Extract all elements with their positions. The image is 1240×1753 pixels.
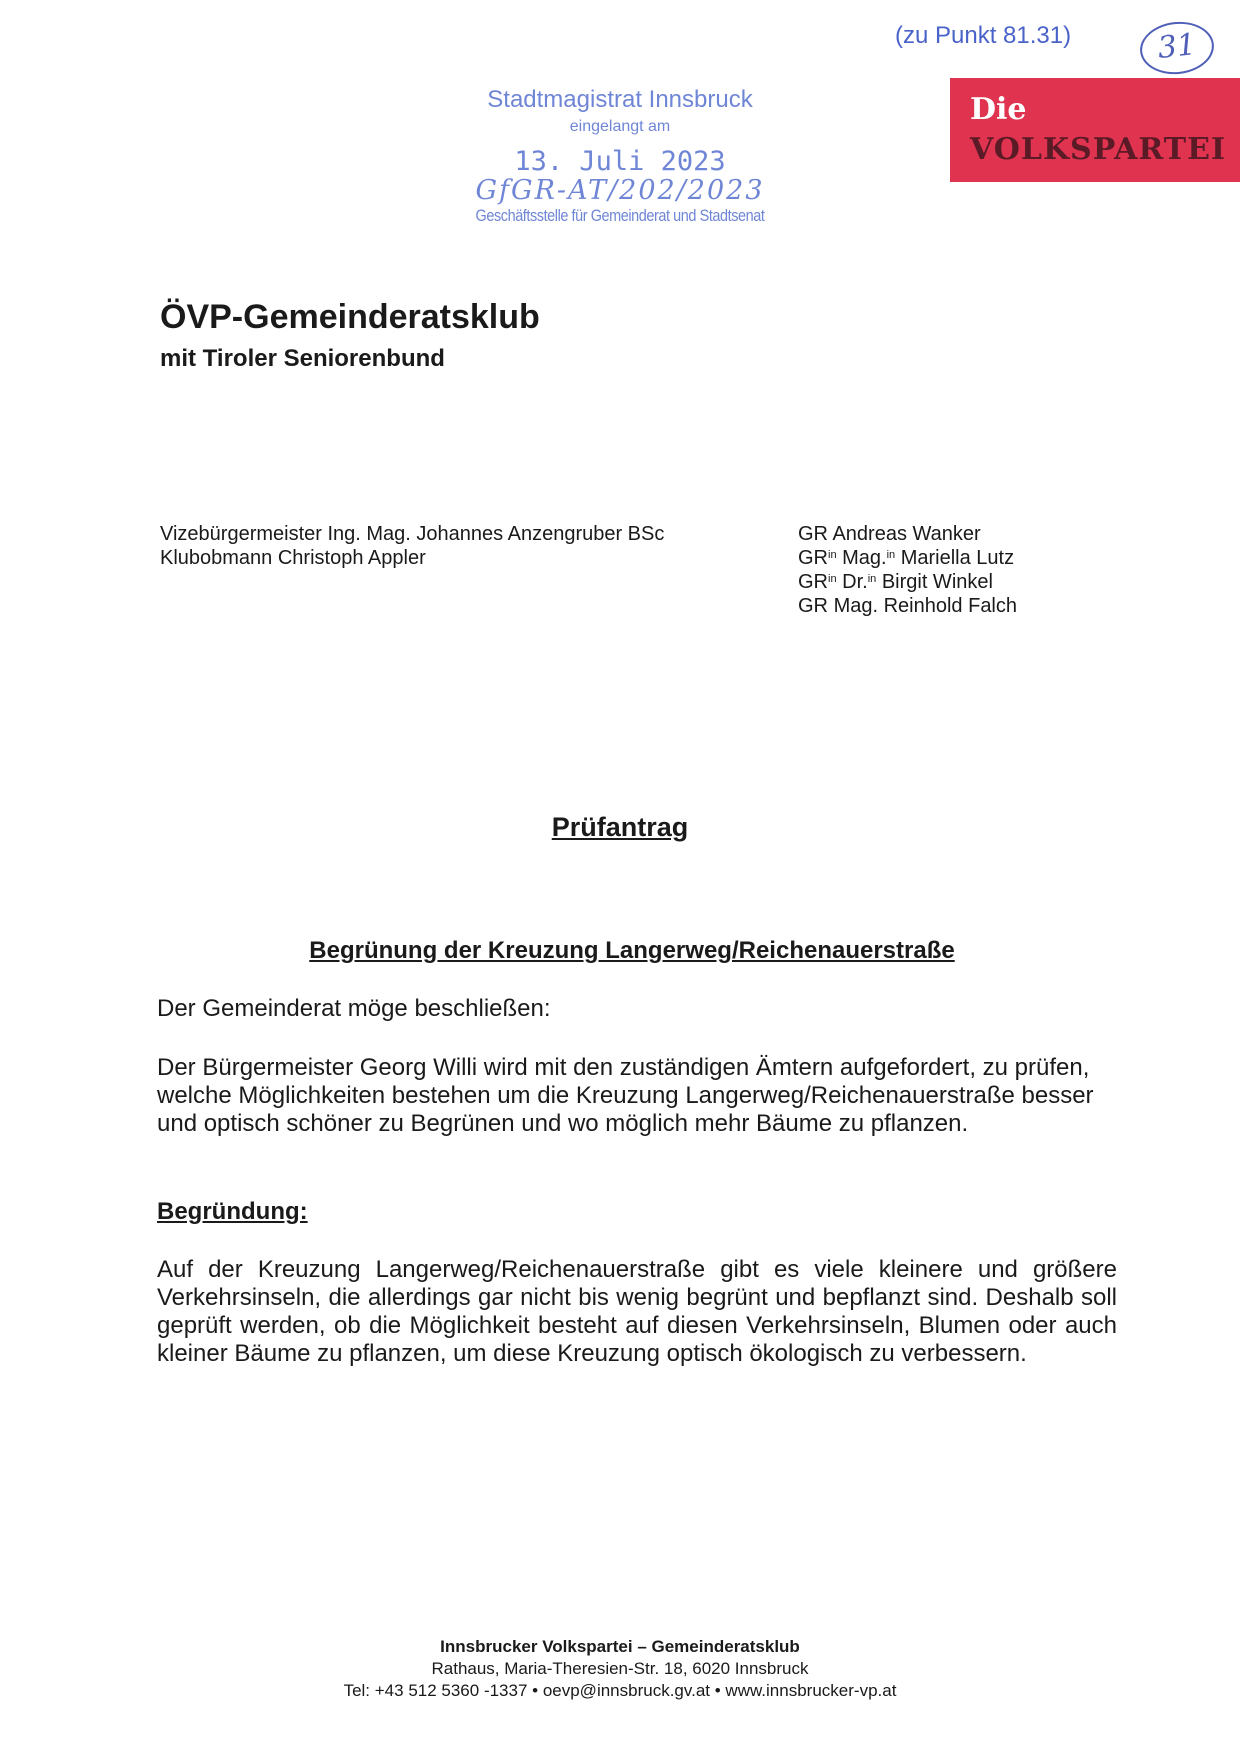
stamp-reference: GfGR-AT/202/2023 bbox=[475, 175, 765, 206]
member-title: Mag. bbox=[833, 595, 879, 617]
motion-text: Der Bürgermeister Georg Willi wird mit den zuständigen Ämtern aufgefordert, zu prüfen, welche Möglichkeiten bestehen um die Kreuzung Langerweg/Reichenauerstraße besser und optisch schöner zu Begrünen und wo möglich mehr Bäume zu pflanzen. bbox=[157, 1054, 1094, 1137]
member-title: Dr. bbox=[842, 571, 868, 593]
member-name: Andreas Wanker bbox=[832, 523, 981, 545]
stamp-received-label: eingelangt am bbox=[569, 118, 671, 135]
reason-heading: Begründung: bbox=[157, 1198, 308, 1225]
reason-text: Auf der Kreuzung Langerweg/Reichenauerstraße gibt es viele kleinere und größere Verkehrsinseln, die allerdings gar nicht bis wenig begrünt und bepflanzt sind. Deshalb soll geprüft werden, ob die Möglichkeit besteht auf diesen Verkehrsinseln, Blumen oder auch kleiner Bäume zu pflanzen, um diese Kreuzung optisch ökologisch zu verbessern. bbox=[157, 1256, 1117, 1367]
member-right-item bbox=[798, 570, 1017, 594]
member-prefix-sup: in bbox=[828, 549, 837, 561]
member-prefix: GR bbox=[798, 523, 828, 545]
member-left-item: Klubobmann Christoph Appler bbox=[160, 547, 426, 569]
member-title: Mag. bbox=[842, 547, 887, 569]
member-prefix: GR bbox=[798, 547, 828, 569]
member-name: Mariella Lutz bbox=[900, 547, 1015, 569]
circled-number-annotation: 31 bbox=[1137, 18, 1216, 77]
logo-line-1: Die bbox=[970, 92, 1027, 127]
member-prefix: GR bbox=[798, 571, 828, 593]
document-subject: Begrünung der Kreuzung Langerweg/Reichenauerstraße bbox=[309, 937, 955, 964]
motion-intro: Der Gemeinderat möge beschließen: bbox=[157, 995, 551, 1022]
footer-address: Rathaus, Maria-Theresien-Str. 18, 6020 Innsbruck bbox=[431, 1659, 809, 1678]
member-title-sup: in bbox=[886, 549, 896, 561]
member-right-item bbox=[798, 594, 1017, 618]
club-title: ÖVP-Gemeinderatsklub bbox=[160, 298, 540, 336]
member-left-item: Vizebürgermeister Ing. Mag. Johannes Anzengruber BSc bbox=[160, 523, 665, 545]
party-logo bbox=[950, 78, 1240, 182]
logo-line-2: VOLKSPARTEI bbox=[970, 132, 1226, 167]
receipt-stamp bbox=[440, 86, 800, 226]
footer-org: Innsbrucker Volkspartei – Gemeinderatsklub bbox=[440, 1637, 800, 1656]
member-name: Birgit Winkel bbox=[881, 571, 993, 593]
member-prefix: GR bbox=[798, 595, 828, 617]
member-right-item bbox=[798, 522, 1017, 546]
members-left-list bbox=[160, 522, 664, 570]
footer-contact: Tel: +43 512 5360 -1337 • oevp@innsbruck.gv.at • www.innsbrucker-vp.at bbox=[343, 1681, 897, 1700]
member-title-sup: in bbox=[867, 573, 877, 585]
stamp-department: Geschäftsstelle für Gemeinderat und Stadtsenat bbox=[475, 206, 765, 225]
club-subtitle: mit Tiroler Seniorenbund bbox=[160, 345, 445, 372]
member-prefix-sup: in bbox=[828, 573, 837, 585]
member-right-item bbox=[798, 546, 1017, 570]
agenda-reference: (zu Punkt 81.31) bbox=[895, 22, 1072, 49]
document-type-title: Prüfantrag bbox=[551, 812, 689, 842]
members-right-list bbox=[798, 522, 1017, 618]
member-name: Reinhold Falch bbox=[883, 595, 1018, 617]
stamp-office: Stadtmagistrat Innsbruck bbox=[487, 86, 753, 113]
footer bbox=[0, 1636, 1240, 1702]
stamp-date: 13. Juli 2023 bbox=[514, 146, 726, 177]
